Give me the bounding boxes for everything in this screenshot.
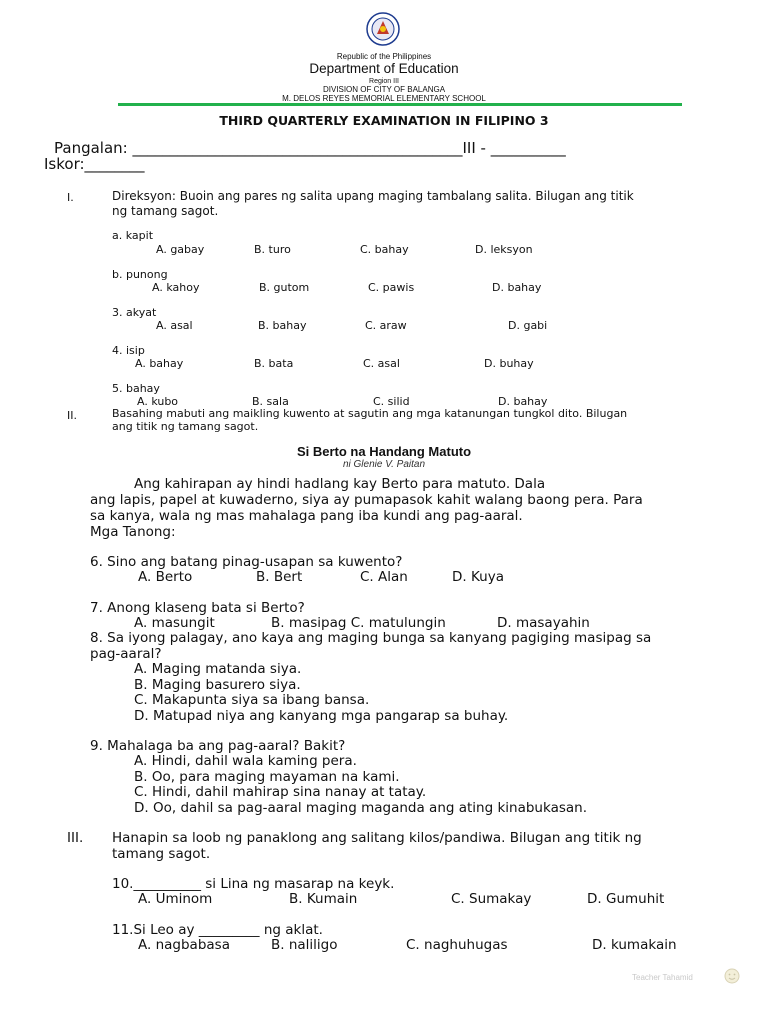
part1-numeral: I. (67, 191, 74, 204)
item-3-choice-d: D. gabi (508, 319, 548, 332)
part1-direction-line2: ng tamang sagot. (112, 204, 219, 218)
story-title: Si Berto na Handang Matuto (296, 444, 472, 459)
region-label: Region III (369, 78, 399, 85)
item-b-choice-c: C. pawis (368, 281, 415, 294)
item-b-choice-b: B. gutom (259, 281, 310, 294)
q11-choice-b: B. naliligo (271, 937, 338, 953)
q6-choice-a: A. Berto (138, 569, 193, 585)
item-a-question: a. kapit (112, 229, 154, 242)
q11-question: 11.Si Leo ay _________ ng aklat. (112, 922, 323, 938)
q10-choice-d: D. Gumuhit (587, 891, 665, 907)
item-4-question: 4. isip (112, 344, 145, 357)
school-label: M. DELOS REYES MEMORIAL ELEMENTARY SCHOOL (282, 94, 486, 103)
part3-numeral: III. (67, 830, 84, 846)
department-title: Department of Education (309, 61, 459, 76)
header-divider (118, 103, 682, 106)
division-label: DIVISION OF CITY OF BALANGA (322, 85, 446, 94)
q11-choice-c: C. naghuhugas (406, 937, 508, 953)
q6-choice-d: D. Kuya (452, 569, 504, 585)
story-line-2: ang lapis, papel at kuwaderno, siya ay pumapasok kahit walang baong pera. Para (90, 492, 643, 508)
part2-numeral: II. (67, 409, 77, 422)
item-5-question: 5. bahay (112, 382, 160, 395)
q8-choice-b: B. Maging basurero siya. (134, 677, 301, 693)
item-4-choice-c: C. asal (363, 357, 400, 370)
q9-choice-d: D. Oo, dahil sa pag-aaral maging maganda ang ating kinabukasan. (134, 800, 587, 816)
story-author: ni Glenie V. Paitan (342, 459, 426, 470)
q6-question: 6. Sino ang batang pinag-usapan sa kuwento? (90, 554, 403, 570)
q9-choice-a: A. Hindi, dahil wala kaming pera. (134, 753, 357, 769)
q8-question-line2: pag-aaral? (90, 646, 162, 662)
q9-choice-c: C. Hindi, dahil mahirap sina nanay at tatay. (134, 784, 427, 800)
q11-choice-a: A. nagbabasa (138, 937, 230, 953)
item-5-choice-a: A. kubo (137, 395, 179, 408)
q7-choice-d: D. masayahin (497, 615, 590, 631)
item-b-question: b. punong (112, 268, 168, 281)
q10-question: 10.__________ si Lina ng masarap na keyk. (112, 876, 395, 892)
q7-choice-bc: B. masipag C. matulungin (271, 615, 446, 631)
deped-seal-icon (366, 12, 400, 46)
item-3-question: 3. akyat (112, 306, 157, 319)
item-4-choice-b: B. bata (254, 357, 294, 370)
q6-choice-b: B. Bert (256, 569, 303, 585)
q8-choice-a: A. Maging matanda siya. (134, 661, 302, 677)
item-a-choice-b: B. turo (254, 243, 291, 256)
story-line-3: sa kanya, wala ng mas mahalaga pang iba kundi ang pag-aaral. (90, 508, 523, 524)
item-3-choice-c: C. araw (365, 319, 407, 332)
q10-choice-b: B. Kumain (289, 891, 358, 907)
item-a-choice-a: A. gabay (156, 243, 205, 256)
part3-direction-line2: tamang sagot. (112, 846, 211, 862)
item-5-choice-d: D. bahay (498, 395, 548, 408)
q8-choice-d: D. Matupad niya ang kanyang mga pangarap sa buhay. (134, 708, 509, 724)
q7-choice-a: A. masungit (134, 615, 215, 631)
item-a-choice-c: C. bahay (360, 243, 409, 256)
item-a-choice-d: D. leksyon (475, 243, 533, 256)
q8-choice-c: C. Makapunta siya sa ibang bansa. (134, 692, 370, 708)
item-3-choice-a: A. asal (156, 319, 193, 332)
part3-direction-line1: Hanapin sa loob ng panaklong ang salitang kilos/pandiwa. Bilugan ang titik ng (112, 830, 642, 846)
q11-choice-d: D. kumakain (592, 937, 677, 953)
q8-question-line1: 8. Sa iyong palagay, ano kaya ang maging bunga sa kanyang pagiging masipag sa (90, 630, 652, 646)
exam-title: THIRD QUARTERLY EXAMINATION IN FILIPINO 3 (219, 113, 549, 128)
republic-label: Republic of the Philippines (336, 52, 432, 61)
iskor-line: Iskor:________ (44, 155, 145, 173)
smiley-icon (724, 968, 740, 984)
item-4-choice-d: D. buhay (484, 357, 534, 370)
item-5-choice-b: B. sala (252, 395, 289, 408)
q9-question: 9. Mahalaga ba ang pag-aaral? Bakit? (90, 738, 346, 754)
part2-direction-line2: ang titik ng tamang sagot. (112, 420, 259, 433)
item-3-choice-b: B. bahay (258, 319, 307, 332)
item-b-choice-a: A. kahoy (152, 281, 200, 294)
q10-choice-a: A. Uminom (138, 891, 213, 907)
q9-choice-b: B. Oo, para maging mayaman na kami. (134, 769, 400, 785)
story-line-1: Ang kahirapan ay hindi hadlang kay Berto para matuto. Dala (134, 476, 546, 492)
q7-question: 7. Anong klaseng bata si Berto? (90, 600, 305, 616)
q10-choice-c: C. Sumakay (451, 891, 532, 907)
watermark-text: Teacher Tahamid (632, 973, 693, 982)
item-5-choice-c: C. silid (373, 395, 410, 408)
pangalan-line: Pangalan: ____________________________________________III - __________ (54, 139, 566, 157)
item-4-choice-a: A. bahay (135, 357, 184, 370)
part2-direction-line1: Basahing mabuti ang maikling kuwento at sagutin ang mga katanungan tungkol dito. Bilugan (112, 407, 628, 420)
mga-tanong-label: Mga Tanong: (90, 524, 176, 540)
item-b-choice-d: D. bahay (492, 281, 542, 294)
q6-choice-c: C. Alan (360, 569, 408, 585)
part1-direction-line1: Direksyon: Buoin ang pares ng salita upang maging tambalang salita. Bilugan ang titik (112, 189, 634, 203)
